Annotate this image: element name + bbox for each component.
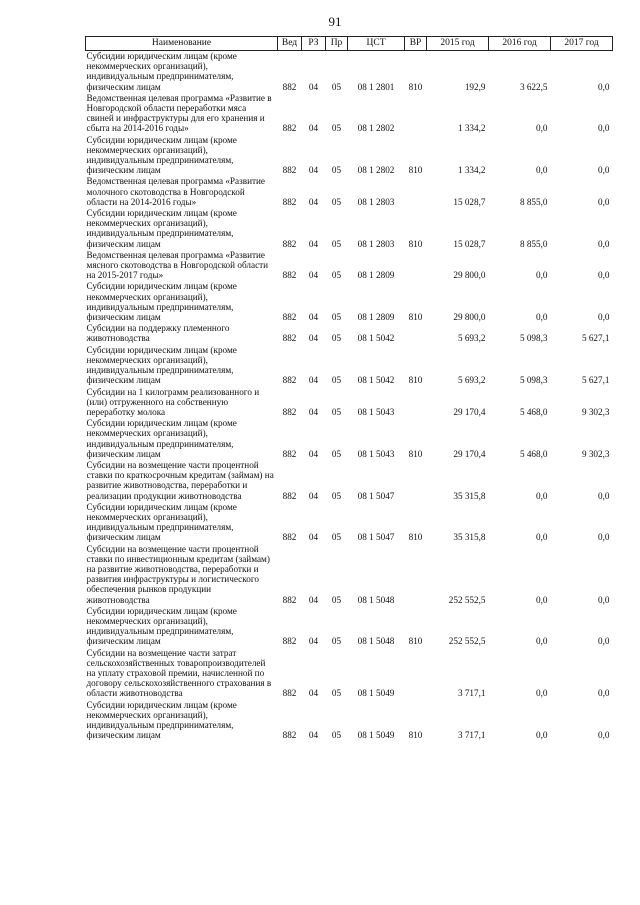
- row-value-2017: 0,0: [598, 238, 610, 249]
- row-name: Субсидии юридическим лицам (кроме некоммерческих организаций), индивидуальным предпринимателям, физическим лицам: [86, 208, 237, 249]
- row-pr: 05: [331, 312, 342, 323]
- row-value-2015: 29 800,0: [453, 270, 486, 281]
- row-vr: 810: [408, 448, 423, 459]
- row-ved: 882: [282, 270, 297, 281]
- row-pr: 05: [331, 165, 342, 176]
- row-vr: [405, 250, 427, 282]
- row-value-2015: 3 717,1: [457, 730, 486, 741]
- row-ved: 882: [282, 165, 297, 176]
- row-value-2015: 192,9: [464, 81, 486, 92]
- row-value-2015: 252 552,5: [448, 636, 486, 647]
- row-value-2016: 0,0: [536, 123, 548, 134]
- row-ved: 882: [282, 196, 297, 207]
- row-ved: 882: [282, 81, 297, 92]
- row-ved: 882: [282, 312, 297, 323]
- row-pr: 05: [331, 81, 342, 92]
- row-rz: 04: [308, 636, 319, 647]
- row-rz: 04: [308, 730, 319, 741]
- table-row: [86, 208, 613, 250]
- row-vr: 810: [408, 375, 423, 386]
- row-cst: 08 1 5043: [357, 406, 395, 417]
- row-rz: 04: [308, 270, 319, 281]
- budget-table: [85, 36, 613, 741]
- row-name: Субсидии юридическим лицам (кроме некоммерческих организаций), индивидуальным предпринимателям, физическим лицам: [86, 501, 237, 543]
- row-ved: 882: [282, 636, 297, 647]
- row-cst: 08 1 2803: [357, 238, 395, 249]
- row-cst: 08 1 2801: [357, 81, 395, 92]
- row-rz: 04: [308, 333, 319, 344]
- row-cst: 08 1 5048: [357, 594, 395, 605]
- table-row: [86, 606, 613, 648]
- row-rz: 04: [308, 238, 319, 249]
- table-body: [86, 51, 613, 742]
- row-value-2017: 9 302,3: [581, 406, 610, 417]
- row-value-2016: 0,0: [536, 490, 548, 501]
- row-ved: 882: [282, 375, 297, 386]
- table-header: [86, 37, 613, 51]
- row-cst: 08 1 5049: [357, 730, 395, 741]
- table-row: [86, 135, 613, 177]
- row-name: Субсидии на 1 килограмм реализованного и (или) отгруженного на собственную переработку молока: [86, 386, 260, 417]
- row-value-2017: 9 302,3: [581, 448, 610, 459]
- row-name: Субсидии юридическим лицам (кроме некоммерческих организаций), индивидуальным предпринимателям, физическим лицам: [86, 344, 237, 386]
- page-number: 91: [328, 14, 342, 29]
- row-value-2016: 5 468,0: [519, 406, 548, 417]
- row-value-2015: 5 693,2: [457, 333, 486, 344]
- row-name: Субсидии юридическим лицам (кроме некоммерческих организаций), индивидуальным предпринимателям, физическим лицам: [86, 51, 237, 92]
- table-row: [86, 418, 613, 460]
- row-value-2015: 29 170,4: [453, 406, 486, 417]
- row-value-2016: 0,0: [536, 594, 548, 605]
- table-row: [86, 93, 613, 135]
- row-name: Субсидии юридическим лицам (кроме некоммерческих организаций), индивидуальным предпринимателям, физическим лицам: [86, 281, 237, 323]
- row-vr: [405, 93, 427, 135]
- row-rz: 04: [308, 448, 319, 459]
- row-vr: 810: [408, 636, 423, 647]
- row-cst: 08 1 5049: [357, 688, 395, 699]
- header-cst: ЦСТ: [348, 37, 405, 51]
- table-row: [86, 460, 613, 502]
- row-pr: 05: [331, 238, 342, 249]
- row-value-2015: 252 552,5: [448, 594, 486, 605]
- row-value-2016: 8 855,0: [519, 196, 548, 207]
- table-row: [86, 544, 613, 606]
- row-value-2016: 0,0: [536, 312, 548, 323]
- row-pr: 05: [331, 730, 342, 741]
- row-cst: 08 1 2809: [357, 312, 395, 323]
- row-vr: [405, 544, 427, 606]
- row-value-2017: 0,0: [598, 165, 610, 176]
- row-ved: 882: [282, 730, 297, 741]
- header-2016: 2016 год: [489, 37, 551, 51]
- row-value-2015: 29 170,4: [453, 448, 486, 459]
- row-pr: 05: [331, 448, 342, 459]
- row-cst: 08 1 5047: [357, 532, 395, 543]
- row-value-2016: 5 468,0: [519, 448, 548, 459]
- row-pr: 05: [331, 375, 342, 386]
- row-cst: 08 1 5048: [357, 636, 395, 647]
- table-row: [86, 250, 613, 282]
- row-ved: 882: [282, 448, 297, 459]
- header-name: Наименование: [86, 37, 278, 51]
- row-value-2015: 3 717,1: [457, 688, 486, 699]
- row-name: Субсидии на возмещение части процентной ставки по инвестиционным кредитам (займам) на развитие животноводства, переработки и развития инфраструктуры и логистического обеспечения рынков продукции животноводства: [86, 543, 270, 605]
- row-rz: 04: [308, 688, 319, 699]
- table-row: [86, 700, 613, 742]
- row-vr: 810: [408, 532, 423, 543]
- row-value-2015: 35 315,8: [453, 532, 486, 543]
- row-rz: 04: [308, 532, 319, 543]
- row-value-2017: 0,0: [598, 636, 610, 647]
- row-value-2016: 0,0: [536, 636, 548, 647]
- row-name: Ведомственная целевая программа «Развитие молочного скотоводства в Новгородской области на 2014-2016 годы»: [86, 176, 266, 207]
- table-row: [86, 51, 613, 93]
- row-value-2017: 0,0: [598, 688, 610, 699]
- table-row: [86, 323, 613, 344]
- row-value-2016: 5 098,3: [519, 375, 548, 386]
- row-name: Субсидии на возмещение части затрат сельскохозяйственных товаропроизводителей на уплату страховой премии, начисленной по договору сельскохозяйственного страхования в области животноводства: [86, 647, 272, 699]
- row-pr: 05: [331, 123, 342, 134]
- row-name: Субсидии на возмещение части процентной ставки по краткосрочным кредитам (займам) на развитие животноводства, переработки и реализации продукции животноводства: [86, 459, 274, 501]
- header-rz: РЗ: [302, 37, 326, 51]
- row-cst: 08 1 5047: [357, 490, 395, 501]
- row-value-2017: 5 627,1: [581, 375, 610, 386]
- row-value-2017: 5 627,1: [581, 333, 610, 344]
- row-value-2015: 1 334,2: [457, 123, 486, 134]
- row-name: Ведомственная целевая программа «Развитие мясного скотоводства в Новгородской области на 2015-2017 годы»: [86, 249, 269, 281]
- row-vr: [405, 323, 427, 344]
- row-ved: 882: [282, 688, 297, 699]
- table-row: [86, 387, 613, 419]
- row-value-2017: 0,0: [598, 312, 610, 323]
- row-vr: 810: [408, 81, 423, 92]
- row-rz: 04: [308, 81, 319, 92]
- row-cst: 08 1 2802: [357, 165, 395, 176]
- row-vr: [405, 387, 427, 419]
- row-value-2015: 35 315,8: [453, 490, 486, 501]
- row-cst: 08 1 5043: [357, 448, 395, 459]
- row-vr: 810: [408, 165, 423, 176]
- row-cst: 08 1 5042: [357, 375, 395, 386]
- row-name: Ведомственная целевая программа «Развитие в Новгородской области переработки мяса свиней и инфраструктуры для его хранения и сбыта на 2014-2016 годы»: [86, 92, 272, 134]
- row-value-2017: 0,0: [598, 730, 610, 741]
- table-row: [86, 648, 613, 700]
- row-rz: 04: [308, 406, 319, 417]
- row-rz: 04: [308, 123, 319, 134]
- row-cst: 08 1 2809: [357, 270, 395, 281]
- row-pr: 05: [331, 532, 342, 543]
- row-value-2017: 0,0: [598, 81, 610, 92]
- row-value-2016: 0,0: [536, 165, 548, 176]
- header-pr: Пр: [326, 37, 348, 51]
- row-value-2017: 0,0: [598, 594, 610, 605]
- row-name: Субсидии на поддержку племенного животноводства: [86, 323, 230, 344]
- row-value-2016: 0,0: [536, 688, 548, 699]
- row-rz: 04: [308, 196, 319, 207]
- table-row: [86, 281, 613, 323]
- row-value-2015: 5 693,2: [457, 375, 486, 386]
- row-ved: 882: [282, 238, 297, 249]
- row-name: Субсидии юридическим лицам (кроме некоммерческих организаций), индивидуальным предпринимателям, физическим лицам: [86, 699, 237, 741]
- header-ved: Вед: [278, 37, 302, 51]
- row-pr: 05: [331, 490, 342, 501]
- row-name: Субсидии юридическим лицам (кроме некоммерческих организаций), индивидуальным предпринимателям, физическим лицам: [86, 134, 237, 176]
- row-rz: 04: [308, 312, 319, 323]
- row-value-2017: 0,0: [598, 196, 610, 207]
- row-ved: 882: [282, 594, 297, 605]
- row-value-2016: 0,0: [536, 270, 548, 281]
- header-2017: 2017 год: [551, 37, 613, 51]
- header-vr: ВР: [405, 37, 427, 51]
- row-cst: 08 1 2802: [357, 123, 395, 134]
- table-row: [86, 176, 613, 208]
- row-cst: 08 1 5042: [357, 333, 395, 344]
- row-pr: 05: [331, 196, 342, 207]
- row-ved: 882: [282, 333, 297, 344]
- row-ved: 882: [282, 532, 297, 543]
- row-vr: 810: [408, 238, 423, 249]
- row-value-2017: 0,0: [598, 490, 610, 501]
- row-pr: 05: [331, 594, 342, 605]
- row-ved: 882: [282, 490, 297, 501]
- row-rz: 04: [308, 165, 319, 176]
- row-vr: 810: [408, 730, 423, 741]
- row-value-2017: 0,0: [598, 532, 610, 543]
- row-rz: 04: [308, 594, 319, 605]
- row-value-2017: 0,0: [598, 123, 610, 134]
- row-pr: 05: [331, 636, 342, 647]
- row-value-2016: 3 622,5: [519, 81, 548, 92]
- row-vr: [405, 176, 427, 208]
- row-rz: 04: [308, 375, 319, 386]
- table-row: [86, 502, 613, 544]
- row-value-2017: 0,0: [598, 270, 610, 281]
- row-value-2015: 1 334,2: [457, 165, 486, 176]
- row-name: Субсидии юридическим лицам (кроме некоммерческих организаций), индивидуальным предпринимателям, физическим лицам: [86, 605, 237, 647]
- table-row: [86, 345, 613, 387]
- row-pr: 05: [331, 333, 342, 344]
- row-value-2015: 15 028,7: [453, 238, 486, 249]
- row-pr: 05: [331, 688, 342, 699]
- row-value-2016: 0,0: [536, 730, 548, 741]
- row-vr: [405, 460, 427, 502]
- row-vr: 810: [408, 312, 423, 323]
- row-cst: 08 1 2803: [357, 196, 395, 207]
- row-rz: 04: [308, 490, 319, 501]
- row-value-2016: 0,0: [536, 532, 548, 543]
- row-value-2016: 8 855,0: [519, 238, 548, 249]
- row-name: Субсидии юридическим лицам (кроме некоммерческих организаций), индивидуальным предпринимателям, физическим лицам: [86, 418, 237, 459]
- row-value-2015: 29 800,0: [453, 312, 486, 323]
- row-vr: [405, 648, 427, 700]
- row-pr: 05: [331, 270, 342, 281]
- row-ved: 882: [282, 123, 297, 134]
- row-pr: 05: [331, 406, 342, 417]
- row-value-2016: 5 098,3: [519, 333, 548, 344]
- row-value-2015: 15 028,7: [453, 196, 486, 207]
- row-ved: 882: [282, 406, 297, 417]
- header-2015: 2015 год: [427, 37, 489, 51]
